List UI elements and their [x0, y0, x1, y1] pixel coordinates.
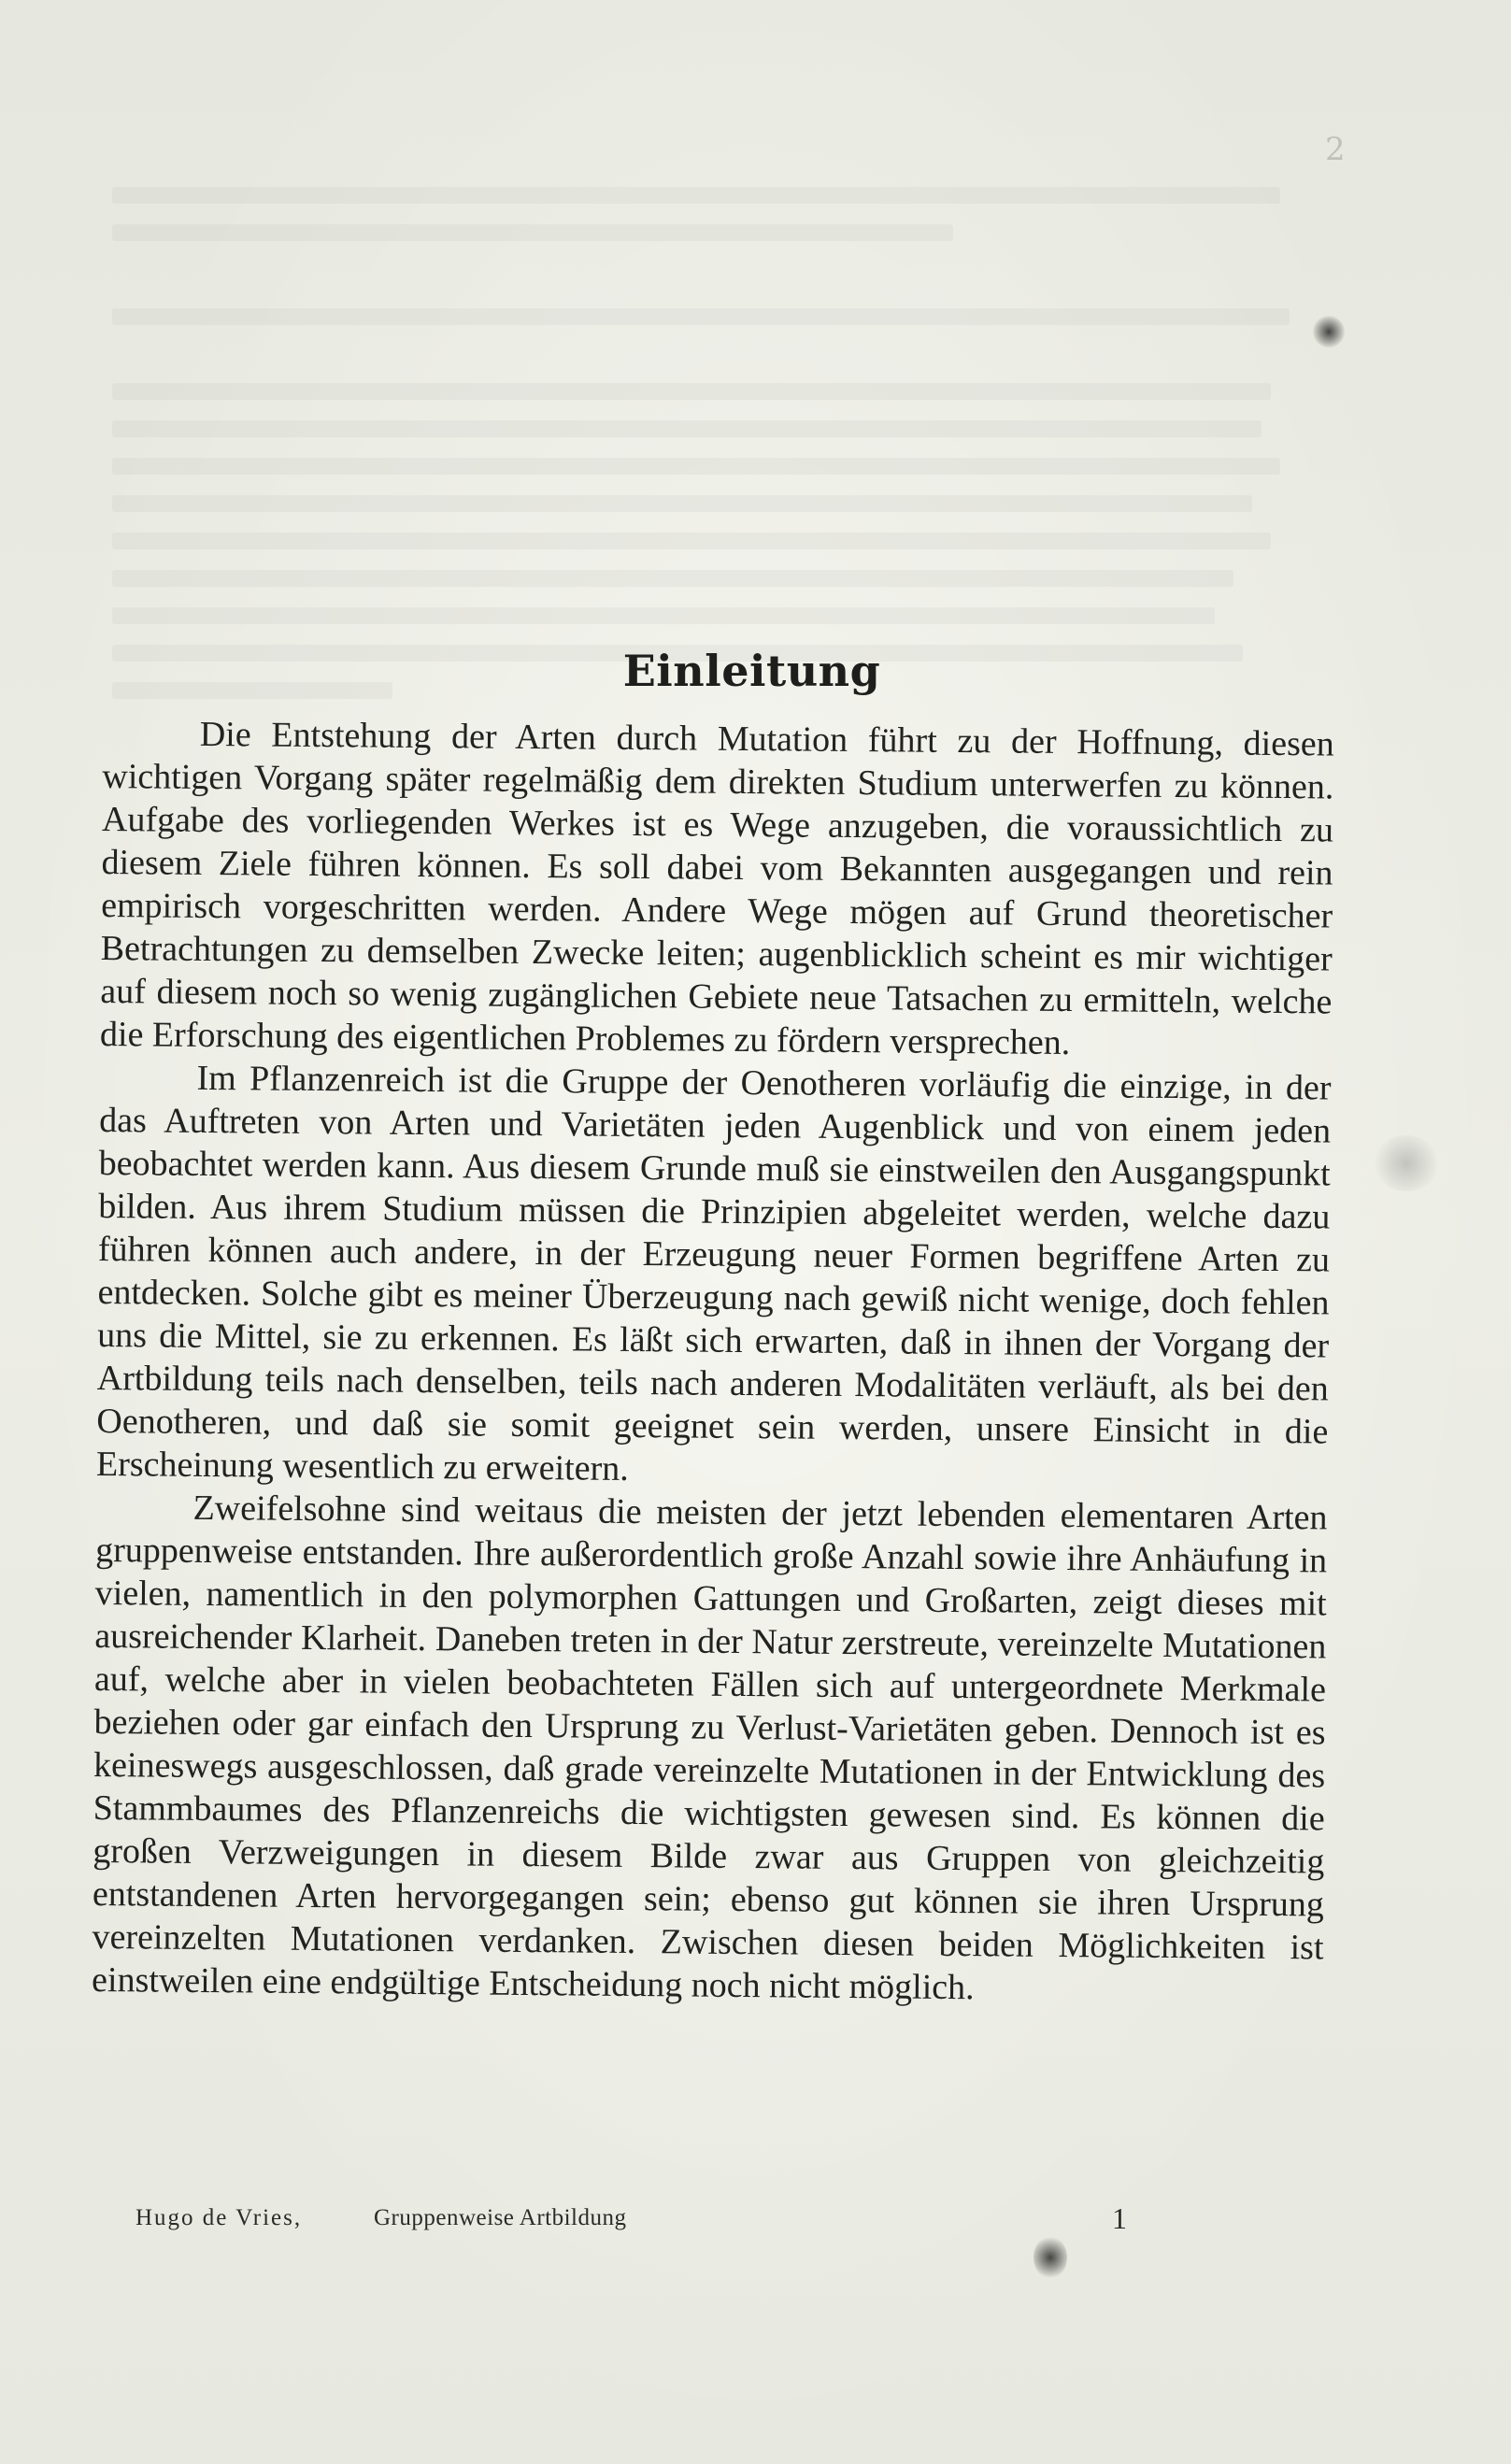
- page-footer: [0, 2201, 1511, 2252]
- show-through-page-number: 2: [1325, 131, 1346, 168]
- body-text: [92, 712, 1334, 2012]
- page-number: 1: [1112, 2201, 1127, 2235]
- paragraph-1: Die Entstehung der Arten durch Mutation führt zu der Hoffnung, diesen wichtigen Vorgang später regelmäßig dem direkten Studium unterwerfen zu können. Aufgabe des vorliegenden Werkes ist es Wege anzugeben, die voraussichtlich zu diesem Ziele führen können. Es soll dabei vom Bekannten ausgegangen und rein empirisch vorgeschritten werden. Andere Wege mögen auf Grund theoretischer Betrachtungen zu demselben Zwecke leiten; augenblicklich scheint es mir wichtiger auf diesem noch so wenig zugänglichen Gebiete neue Tatsachen zu ermitteln, welche die Erforschung des eigentlichen Problemes zu fördern versprechen.: [99, 714, 1334, 1063]
- ink-spot-top: [1313, 316, 1345, 348]
- chapter-title: Einleitung: [622, 645, 881, 696]
- smudge-right: [1374, 1135, 1439, 1191]
- footer-author: Hugo de Vries,: [135, 2205, 303, 2230]
- paragraph-3: Zweifelsohne sind weitaus die meisten der jetzt lebenden elementaren Arten gruppenweise entstanden. Ihre außerordentlich große Anzahl sowie ihre Anhäufung in vielen, namentlich in den polymorphen Gattungen und Großarten, zeigt dieses mit ausreichender Klarheit. Daneben treten in der Natur zerstreute, vereinzelte Mutationen auf, welche aber in vielen beobachteten Fällen sich auf untergeordnete Merkmale beziehen oder gar einfach den Ursprung zu Verlust-Varietäten geben. Dennoch ist es keineswegs ausgeschlossen, daß grade vereinzelte Mutationen in der Entwicklung des Stammbaumes des Pflanzenreichs die wichtigsten gewesen sind. Es können die großen Verzweigungen in diesem Bilde zwar aus Gruppen von gleichzeitig entstandenen Arten hervorgegangen sein; ebenso gut können sie ihren Ursprung vereinzelten Mutationen verdanken. Zwischen diesen beiden Möglichkeiten ist einstweilen eine endgültige Entscheidung noch nicht möglich.: [91, 1488, 1328, 2008]
- footer-work-title: Gruppenweise Artbildung: [374, 2205, 627, 2230]
- paragraph-2: Im Pflanzenreich ist die Gruppe der Oenotheren vorläufig die einzige, in der das Auftreten von Arten und Varietäten jeden Augenblick und von einem jeden beobachtet werden kann. Aus diesem Grunde muß sie einstweilen den Ausgangspunkt bilden. Aus ihrem Studium müssen die Prinzipien abgeleitet werden, welche dazu führen können auch andere, in der Erzeugung neuer Formen begriffene Arten zu entdecken. Solche gibt es meiner Überzeugung nach gewiß nicht wenige, doch fehlen uns die Mittel, sie zu erkennen. Es läßt sich erwarten, daß in ihnen der Vorgang der Artbildung teils nach denselben, teils nach anderen Modalitäten verläuft, als bei den Oenotheren, und daß sie somit geeignet sein werden, unsere Einsicht in die Erscheinung wesentlich zu erweitern.: [95, 1058, 1332, 1488]
